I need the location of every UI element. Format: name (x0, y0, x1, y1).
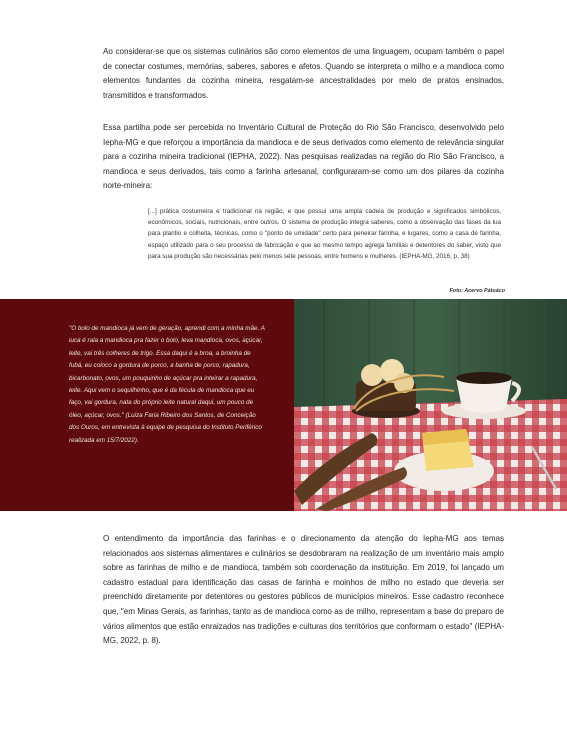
closing-paragraph: O entendimento da importância das farinhas e o direcionamento da atenção do Iepha-MG aos temas relacionados aos sistemas alimentares e culinários se desdobraram na realização de um inventário mais amplo sobre as farinhas de milho e de mandioca, também sob coordenação da instituição. Em 2019, foi lançado um cadastro estadual para identificação das casas de farinha e moinhos de milho no estado que deveria ser preenchido diretamente por detentores ou gestores públicos de municípios mineiros. Esse cadastro reconhece que, "em Minas Gerais, as farinhas, tanto as de mandioca como as de milho, representam a base do preparo de vários alimentos que estão enraizados nas tradições e culturas dos territórios que conformam o estado" (IEPHA-MG, 2022, p. 8). (103, 534, 504, 646)
biscuit (361, 364, 383, 386)
intro-paragraph: Ao considerar-se que os sistemas culinários são como elementos de uma linguagem, ocupam também o papel de conectar costumes, memórias, saberes, sabores e afetos. Quando se interpreta o milho e a mandioca como elementos fundantes da cozinha mineira, resgatam-se ancestralidades por meio de pratos ensinados, transmitidos e transformados. (103, 47, 504, 100)
second-paragraph: Essa partilha pode ser percebida no Inventário Cultural de Proteção do Rio São Francisco, desenvolvido pelo Iepha-MG e que reforçou a importância da mandioca e de seus derivados como elemento de relevância singular para a cozinha mineira tradicional (IEPHA, 2022). Nas pesquisas realizadas na região do Rio São Francisco, a mandioca e seus derivados, tais como a farinha artesanal, configuraram-se como um dos pilares da cozinha norte-mineira: (103, 123, 504, 191)
food-photo (294, 299, 567, 511)
testimony-band (0, 299, 567, 511)
block-quote: [...] prática costumeira e tradicional na região, e que possui uma ampla cadeia de produção e significados simbólicos, econômicos, sociais, nutricionais, entre outros. O sistema de produção integra saberes, como a observação das fases da lua para plantio e colheita, técnicas, como o "ponto de umidade" certo para peneirar farinha, e lugares, como a casa de farinha, espaço utilizado para o seu processo de fabricação e que ao mesmo tempo agrega famílias e detentores do saber, visto que para sua produção são necessárias pelo menos sete pessoas, entre homens e mulheres. (IEPHA-MG, 2016, p. 38) (148, 208, 501, 260)
coffee (456, 372, 512, 384)
testimony-text: "O bolo de mandioca já vem de geração, aprendi com a minha mãe. A iuca é rala a mandioca pra fazer o bolo, leva mandioca, ovos, açúcar, leite, vai três colheres de trigo. Essa daqui é a broa, a broinha de fubá, eu coloco a gordura de porco, a banha de porco, rapadura, bicarbonato, ovos, um pouquinho de açúcar pra inteirar a rapadura, leite. Aqui vem o sequilhinho, que é da fécula de mandioca que eu faço, vai gordura, nata do próprio leite natural daqui, um pouco de óleo, açúcar, ovos." (Luiza Faria Ribeiro dos Santos, de Conceição dos Ouros, em entrevista à equipe de pesquisa do Instituto Periférico realizada em 15/7/2022). (69, 325, 265, 444)
testimony-panel (0, 299, 294, 511)
photo-credit: Foto: Acervo Pátuáco (449, 288, 505, 294)
